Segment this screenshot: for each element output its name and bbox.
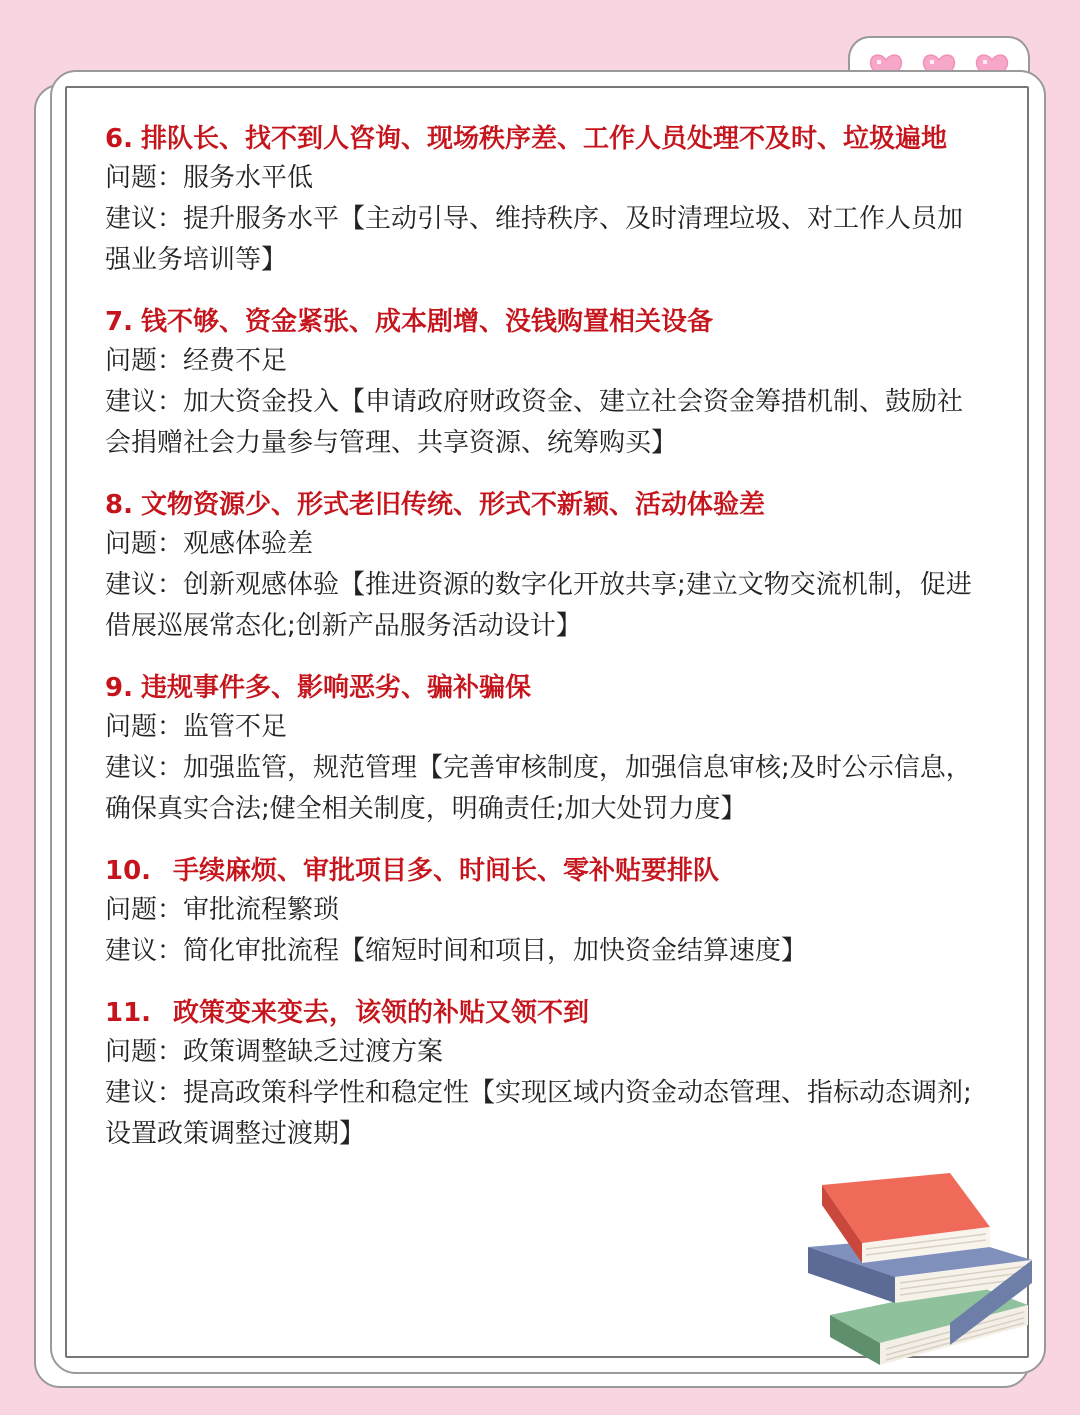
advice-label: 建议：	[105, 570, 184, 600]
advice-label: 建议：	[105, 1078, 184, 1108]
section-number: 8.	[105, 490, 133, 520]
problem-text: 政策调整缺乏过渡方案	[183, 1037, 444, 1067]
advice-line	[105, 748, 985, 830]
section-title: 政策变来变去，该领的补贴又领不到	[173, 998, 590, 1028]
section-title: 违规事件多、影响恶劣、骗补骗保	[140, 673, 531, 703]
section-7	[105, 303, 985, 464]
section-title: 排队长、找不到人咨询、现场秩序差、工作人员处理不及时、垃圾遍地	[140, 124, 947, 154]
section-title: 钱不够、资金紧张、成本剧增、没钱购置相关设备	[140, 307, 713, 337]
advice-text: 创新观感体验【推进资源的数字化开放共享;建立文物交流机制，促进借展巡展常态化;创新产品服务活动设计】	[105, 570, 972, 641]
content-area	[105, 120, 985, 1177]
advice-line	[105, 565, 985, 647]
problem-text: 监管不足	[183, 712, 288, 742]
problem-text: 观感体验差	[183, 529, 314, 559]
advice-text: 提升服务水平【主动引导、维持秩序、及时清理垃圾、对工作人员加强业务培训等】	[105, 204, 964, 275]
problem-label: 问题：	[105, 346, 184, 376]
problem-label: 问题：	[105, 163, 184, 193]
problem-text: 审批流程繁琐	[183, 895, 340, 925]
problem-line	[105, 890, 985, 931]
section-number: 10.	[105, 856, 152, 886]
advice-line	[105, 199, 985, 281]
advice-line	[105, 1073, 985, 1155]
section-heading	[105, 120, 985, 158]
section-heading	[105, 669, 985, 707]
problem-label: 问题：	[105, 529, 184, 559]
section-number: 7.	[105, 307, 133, 337]
section-heading	[105, 486, 985, 524]
section-heading	[105, 994, 985, 1032]
section-number: 11.	[105, 998, 152, 1028]
section-title: 文物资源少、形式老旧传统、形式不新颖、活动体验差	[140, 490, 765, 520]
section-6	[105, 120, 985, 281]
problem-label: 问题：	[105, 712, 184, 742]
problem-text: 经费不足	[183, 346, 288, 376]
problem-line	[105, 158, 985, 199]
advice-text: 加大资金投入【申请政府财政资金、建立社会资金筹措机制、鼓励社会捐赠社会力量参与管理、共享资源、统筹购买】	[105, 387, 964, 458]
problem-text: 服务水平低	[183, 163, 314, 193]
advice-label: 建议：	[105, 204, 184, 234]
section-heading	[105, 852, 985, 890]
section-title: 手续麻烦、审批项目多、时间长、零补贴要排队	[173, 856, 720, 886]
problem-line	[105, 341, 985, 382]
advice-text: 加强监管，规范管理【完善审核制度，加强信息审核;及时公示信息，确保真实合法;健全相关制度，明确责任;加大处罚力度】	[105, 753, 972, 824]
section-10	[105, 852, 985, 972]
advice-line	[105, 382, 985, 464]
advice-label: 建议：	[105, 387, 184, 417]
section-heading	[105, 303, 985, 341]
advice-label: 建议：	[105, 936, 184, 966]
problem-line	[105, 707, 985, 748]
books-icon	[800, 1165, 1040, 1370]
problem-label: 问题：	[105, 895, 184, 925]
advice-text: 提高政策科学性和稳定性【实现区域内资金动态管理、指标动态调剂;设置政策调整过渡期】	[105, 1078, 972, 1149]
problem-line	[105, 1032, 985, 1073]
section-number: 9.	[105, 673, 133, 703]
advice-label: 建议：	[105, 753, 184, 783]
problem-line	[105, 524, 985, 565]
section-number: 6.	[105, 124, 133, 154]
section-8	[105, 486, 985, 647]
section-11	[105, 994, 985, 1155]
advice-text: 简化审批流程【缩短时间和项目，加快资金结算速度】	[183, 936, 808, 966]
advice-line	[105, 931, 985, 972]
problem-label: 问题：	[105, 1037, 184, 1067]
section-9	[105, 669, 985, 830]
